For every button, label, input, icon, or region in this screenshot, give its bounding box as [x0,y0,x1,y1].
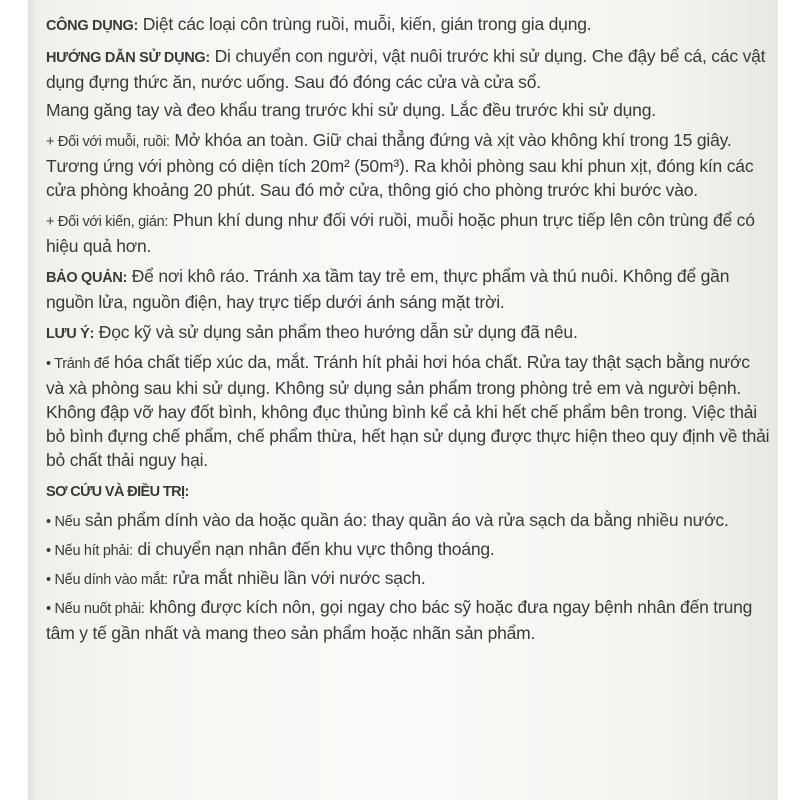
note-paragraph [46,320,770,346]
storage-paragraph [46,264,770,314]
first-aid-item-text: sản phẩm dính vào da hoặc quần áo: thay quần áo và rửa sạch da bằng nhiều nước. [80,510,729,530]
instructions-gloves-text: Mang găng tay và đeo khẩu trang trước khi sử dụng. Lắc đều trước khi sử dụng. [46,100,656,120]
storage-heading: BẢO QUẢN: [46,270,128,286]
product-label [28,0,778,800]
instructions-heading: HƯỚNG DẪN SỬ DỤNG: [46,50,210,66]
first-aid-item-skin [46,508,770,534]
note-bullet [46,350,770,472]
first-aid-item-prefix: • Nếu nuốt phải: [46,601,145,617]
uses-paragraph [46,12,770,38]
first-aid-item-text: rửa mắt nhiều lần với nước sạch. [167,568,426,588]
instructions-text: Di chuyển con người, vật nuôi trước khi sử dụng. Che đậy bể cá, các vật dụng đựng thức ăn, nước uống. Sau đó đóng các cửa và cửa sổ. [46,46,766,92]
instructions-gloves-line [46,98,770,122]
first-aid-item-inhale [46,537,770,563]
instructions-paragraph [46,44,770,94]
mosquito-prefix: + Đối với muỗi, ruồi: [46,134,170,150]
note-bullet-text: hóa chất tiếp xúc da, mắt. Tránh hít phải hơi hóa chất. Rửa tay thật sạch bằng nước và xà phòng sau khi sử dụng. Không sử dụng sản phẩm trong phòng trẻ em và người bệnh. Không đập vỡ hay đốt bình, không đục thủng bình kể cả khi hết chế phẩm bên trong. Việc thải bỏ bình đựng chế phẩm, chế phẩm thừa, hết hạn sử dụng được thực hiện theo quy định về thải bỏ chất thải nguy hại. [46,352,770,470]
uses-text: Diệt các loại côn trùng ruồi, muỗi, kiến, gián trong gia dụng. [138,14,592,34]
first-aid-item-swallow [46,595,770,645]
first-aid-item-text: di chuyển nạn nhân đến khu vực thông thoáng. [132,539,495,559]
mosquito-text: Mở khóa an toàn. Giữ chai thẳng đứng và xịt vào không khí trong 15 giây. Tương ứng với phòng có diện tích 20m² (50m³). Ra khỏi phòng sau khi phun xịt, đóng kín các cửa phòng khoảng 20 phút. Sau đó mở cửa, thông gió cho phòng trước khi bước vào. [46,130,754,200]
ant-prefix: + Đối với kiến, gián: [46,214,169,230]
note-text: Đọc kỹ và sử dụng sản phẩm theo hướng dẫn sử dụng đã nêu. [94,322,578,342]
first-aid-item-prefix: • Nếu hít phải: [46,543,133,559]
note-heading: LƯU Ý: [46,326,95,342]
ant-text: Phun khí dung như đối với ruồi, muỗi hoặc phun trực tiếp lên côn trùng để có hiệu quả hơn. [46,210,755,256]
first-aid-item-prefix: • Nếu [46,514,81,530]
first-aid-heading: SƠ CỨU VÀ ĐIỀU TRỊ: [46,484,189,500]
storage-text: Để nơi khô ráo. Tránh xa tầm tay trẻ em, thực phẩm và thú nuôi. Không để gần nguồn lửa, nguồn điện, hay trực tiếp dưới ánh sáng mặt trời. [46,266,730,312]
first-aid-item-prefix: • Nếu dính vào mắt: [46,572,168,588]
ant-paragraph [46,208,770,258]
note-bullet-prefix: • Tránh để [46,356,110,372]
mosquito-paragraph [46,128,770,202]
first-aid-item-text: không được kích nôn, gọi ngay cho bác sỹ hoặc đưa ngay bệnh nhân đến trung tâm y tế gần nhất và mang theo sản phẩm hoặc nhãn sản phẩm. [46,597,753,643]
uses-heading: CÔNG DỤNG: [46,18,139,34]
first-aid-item-eyes [46,566,770,592]
